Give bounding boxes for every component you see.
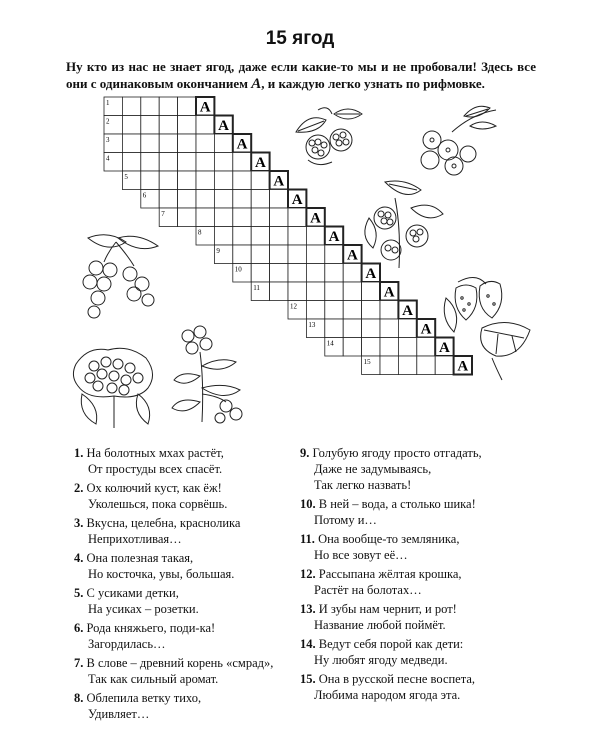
row-number: 3 xyxy=(106,136,110,144)
crossword-cell[interactable] xyxy=(398,356,416,375)
row-number: 8 xyxy=(198,228,202,237)
clue-1: 1. На болотных мхах растёт, От простуды всех спасёт. xyxy=(74,446,224,476)
clue-14: 14. Ведут себя порой как дети: Ну любят ягоду медведи. xyxy=(300,637,464,667)
clue-3: 3. Вкусна, целебна, краснолика Неприхотливая… xyxy=(74,516,241,546)
crossword-cell[interactable] xyxy=(325,319,343,338)
answer-letter: А xyxy=(457,358,469,375)
clues-left xyxy=(74,445,273,725)
row-number: 1 xyxy=(106,99,110,107)
crossword-cell[interactable] xyxy=(233,245,251,264)
intro-text: Ну кто из нас не знает ягод, даже если какие-то мы и не пробовали! Здесь все они с одинаковым окончанием А, и каждую легко узнать по рифмовке. xyxy=(66,59,536,92)
crossword-cell[interactable] xyxy=(122,134,140,153)
crossword-cell[interactable] xyxy=(178,116,196,135)
crossword-cell[interactable] xyxy=(270,208,288,227)
crossword-cell[interactable] xyxy=(270,227,288,246)
row-number: 2 xyxy=(106,117,110,126)
clue-4: 4. Она полезная такая, Но косточка, увы, большая. xyxy=(74,551,235,581)
clue-7: 7. В слове – древний корень «смрад», Так как сильный аромат. xyxy=(74,656,274,686)
crossword-cell[interactable] xyxy=(343,338,361,357)
answer-letter: А xyxy=(273,173,285,190)
crossword-cell[interactable] xyxy=(380,338,398,357)
answer-letter: А xyxy=(365,266,377,282)
row-number: 14 xyxy=(326,339,334,348)
crossword-cell[interactable] xyxy=(343,319,361,338)
answer-letter: А xyxy=(310,210,322,227)
clue-10: 10. В ней – вода, а столько шика! Потому и… xyxy=(300,497,476,527)
crossword-cell[interactable] xyxy=(362,338,380,357)
answer-letter: А xyxy=(291,192,303,208)
crossword-cell[interactable] xyxy=(178,190,196,209)
row-number: 12 xyxy=(290,302,297,311)
row-number: 15 xyxy=(363,358,371,366)
clue-9: 9. Голубую ягоду просто отгадать, Даже не задумываясь, Так легко назвать! xyxy=(300,446,482,492)
crossword-cell[interactable] xyxy=(343,301,361,320)
clue-15: 15. Она в русской песне воспета, Любима народом ягода эта. xyxy=(300,672,476,702)
crossword-cell[interactable] xyxy=(362,319,380,338)
crossword-cell[interactable] xyxy=(122,153,140,172)
row-number: 6 xyxy=(142,191,147,200)
crossword-cell[interactable] xyxy=(417,356,435,375)
raspberry-icon xyxy=(288,102,366,172)
crossword-cell[interactable] xyxy=(380,356,398,375)
answer-letter: А xyxy=(199,99,211,116)
crossword-cell[interactable] xyxy=(288,264,306,283)
crossword-cell[interactable] xyxy=(196,116,214,135)
answer-letter: А xyxy=(254,155,266,171)
crossword-cell[interactable] xyxy=(325,282,343,301)
crossword-cell[interactable] xyxy=(288,245,306,264)
crossword-cell[interactable] xyxy=(178,153,196,172)
crossword-cell[interactable] xyxy=(251,190,269,209)
crossword-cell[interactable] xyxy=(288,208,306,227)
crossword-cell[interactable] xyxy=(141,97,159,116)
crossword-cell[interactable] xyxy=(306,264,324,283)
crossword-cell[interactable] xyxy=(251,208,269,227)
crossword-cell[interactable] xyxy=(270,282,288,301)
row-number: 10 xyxy=(234,265,242,274)
clue-12: 12. Рассыпана жёлтая крошка, Растёт на болотах… xyxy=(300,567,462,597)
row-number: 4 xyxy=(106,154,110,163)
crossword-cell[interactable] xyxy=(251,171,269,190)
crossword-cell[interactable] xyxy=(141,116,159,135)
crossword-cell[interactable] xyxy=(141,153,159,172)
crossword-cell[interactable] xyxy=(196,190,214,209)
crossword-cell[interactable] xyxy=(380,319,398,338)
crossword-cell[interactable] xyxy=(196,153,214,172)
crossword-cell[interactable] xyxy=(398,319,416,338)
answer-letter: А xyxy=(328,229,340,245)
answer-letter: А xyxy=(438,340,450,356)
crossword-cell[interactable] xyxy=(196,171,214,190)
crossword-cell[interactable] xyxy=(270,190,288,209)
crossword-cell[interactable] xyxy=(214,227,232,246)
crossword-cell[interactable] xyxy=(233,227,251,246)
row-number: 9 xyxy=(216,247,220,255)
crossword-cell[interactable] xyxy=(214,171,232,190)
crossword-cell[interactable] xyxy=(233,208,251,227)
crossword-cell[interactable] xyxy=(122,116,140,135)
answer-letter: А xyxy=(236,136,248,153)
crossword-cell[interactable] xyxy=(343,282,361,301)
cloudberry-icon xyxy=(68,344,160,429)
crossword-cell[interactable] xyxy=(270,264,288,283)
crossword-cell[interactable] xyxy=(214,153,232,172)
answer-letter: А xyxy=(218,118,230,134)
crossword-cell[interactable] xyxy=(306,227,324,246)
crossword-cell[interactable] xyxy=(178,134,196,153)
crossword-cell[interactable] xyxy=(251,227,269,246)
answer-letter: А xyxy=(420,321,432,338)
crossword-cell[interactable] xyxy=(159,116,177,135)
crossword-cell[interactable] xyxy=(417,338,435,357)
answer-letter: А xyxy=(346,247,358,264)
row-number: 5 xyxy=(124,173,128,181)
crossword-cell[interactable] xyxy=(159,171,177,190)
crossword-cell[interactable] xyxy=(159,97,177,116)
crossword-cell[interactable] xyxy=(362,301,380,320)
crossword-cell[interactable] xyxy=(214,208,232,227)
answer-letter: А xyxy=(402,303,414,319)
crossword-cell[interactable] xyxy=(159,153,177,172)
currant-icon xyxy=(68,232,168,322)
blackberry-icon xyxy=(355,178,445,273)
answer-letter: А xyxy=(383,284,395,301)
row-number: 11 xyxy=(253,284,260,292)
crossword-cell[interactable] xyxy=(306,245,324,264)
clue-13: 13. И зубы нам чернит, и рот! Название любой поймёт. xyxy=(300,602,457,632)
crossword-cell[interactable] xyxy=(122,97,140,116)
intro-letter: А xyxy=(251,76,262,92)
crossword-cell[interactable] xyxy=(159,134,177,153)
crossword-cell[interactable] xyxy=(270,245,288,264)
clue-8: 8. Облепила ветку тихо, Удивляет… xyxy=(74,691,202,721)
crossword-cell[interactable] xyxy=(196,208,214,227)
page-title: 15 ягод xyxy=(265,28,335,49)
clues-right xyxy=(300,445,482,706)
crossword-cell[interactable] xyxy=(214,134,232,153)
crossword-cell[interactable] xyxy=(233,190,251,209)
row-number: 7 xyxy=(161,210,165,218)
crossword-cell[interactable] xyxy=(159,190,177,209)
crossword-cell[interactable] xyxy=(398,338,416,357)
crossword-cell[interactable] xyxy=(362,282,380,301)
crossword-cell[interactable] xyxy=(178,208,196,227)
crossword-cell[interactable] xyxy=(380,301,398,320)
crossword-cell[interactable] xyxy=(306,282,324,301)
strawberry-icon xyxy=(436,268,536,383)
crossword-cell[interactable] xyxy=(233,171,251,190)
crossword-cell[interactable] xyxy=(214,190,232,209)
crossword-cell[interactable] xyxy=(288,227,306,246)
crossword-cell[interactable] xyxy=(233,153,251,172)
crossword-cell[interactable] xyxy=(178,171,196,190)
crossword-cell[interactable] xyxy=(196,134,214,153)
crossword-cell[interactable] xyxy=(325,301,343,320)
crossword-cell[interactable] xyxy=(178,97,196,116)
crossword-cell[interactable] xyxy=(141,171,159,190)
crossword-cell[interactable] xyxy=(306,301,324,320)
clue-5: 5. С усиками детки, На усиках – розетки. xyxy=(74,586,199,616)
crossword-cell[interactable] xyxy=(251,245,269,264)
crossword-cell[interactable] xyxy=(325,245,343,264)
crossword-cell[interactable] xyxy=(141,134,159,153)
lingonberry-icon xyxy=(170,322,255,427)
clue-11: 11. Она вообще-то земляника, Но все зовут её… xyxy=(300,532,460,562)
crossword-cell[interactable] xyxy=(325,264,343,283)
crossword-cell[interactable] xyxy=(251,264,269,283)
clue-6: 6. Рода княжьего, поди-ка! Загордилась… xyxy=(74,621,216,651)
clue-2: 2. Ох колючий куст, как ёж! Уколешься, пока сорвёшь. xyxy=(74,481,228,511)
row-number: 13 xyxy=(308,321,316,329)
crossword-cell[interactable] xyxy=(288,282,306,301)
blueberry-icon xyxy=(412,102,500,182)
